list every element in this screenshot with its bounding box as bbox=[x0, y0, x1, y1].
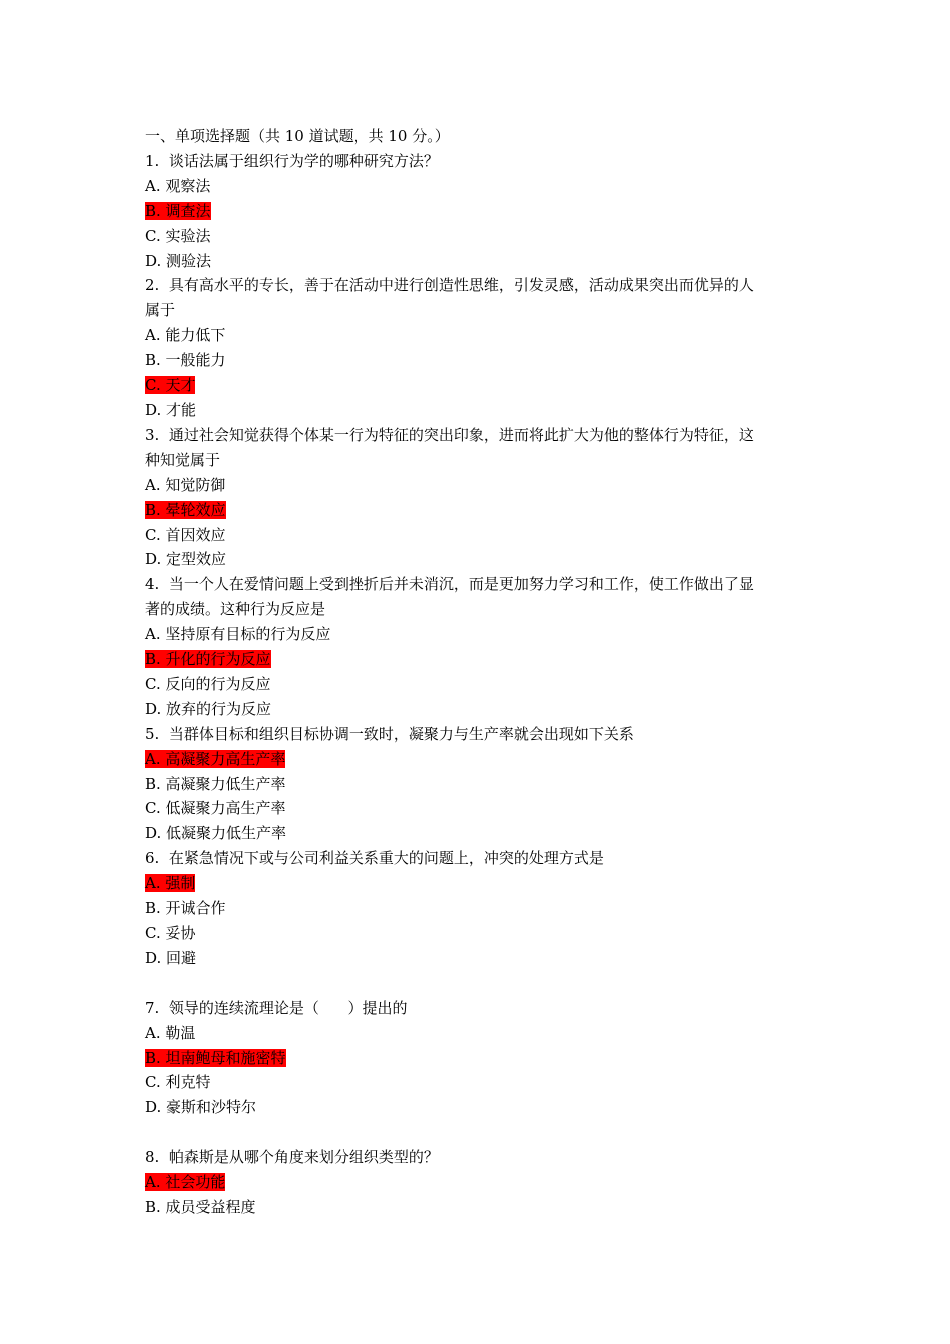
question-4-stem-line2: 著的成绩。这种行为反应是 bbox=[145, 600, 326, 619]
question-7 bbox=[145, 996, 815, 1121]
question-1-stem: 1. 谈话法属于组织行为学的哪种研究方法？ bbox=[145, 151, 439, 170]
option-7b-answer: B. 坦南鲍母和施密特 bbox=[145, 1048, 286, 1067]
option-1c: C. 实验法 bbox=[145, 226, 211, 245]
option-4a: A. 坚持原有目标的行为反应 bbox=[145, 625, 331, 644]
document-page bbox=[145, 124, 815, 1220]
question-8 bbox=[145, 1145, 815, 1220]
option-1d: D. 测验法 bbox=[145, 251, 212, 270]
question-3 bbox=[145, 423, 815, 572]
option-2d: D. 才能 bbox=[145, 400, 197, 419]
question-2-stem-line1: 2. 具有高水平的专长，善于在活动中进行创造性思维，引发灵感，活动成果突出而优异的人 bbox=[145, 276, 754, 295]
option-2a: A. 能力低下 bbox=[145, 326, 226, 345]
option-3d: D. 定型效应 bbox=[145, 550, 227, 569]
section-title: 一、单项选择题（共 10 道试题，共 10 分。） bbox=[145, 127, 450, 145]
question-2 bbox=[145, 273, 815, 422]
option-7c: C. 利克特 bbox=[145, 1073, 211, 1092]
option-7a: A. 勒温 bbox=[145, 1023, 196, 1042]
question-6-stem: 6. 在紧急情况下或与公司利益关系重大的问题上，冲突的处理方式是 bbox=[145, 849, 604, 868]
option-5a-answer: A. 高凝聚力高生产率 bbox=[145, 749, 286, 768]
paragraph-spacer bbox=[145, 1120, 815, 1145]
option-5b: B. 高凝聚力低生产率 bbox=[145, 774, 286, 793]
question-5 bbox=[145, 722, 815, 847]
option-6d: D. 回避 bbox=[145, 948, 197, 967]
option-5d: D. 低凝聚力低生产率 bbox=[145, 824, 287, 843]
question-6 bbox=[145, 846, 815, 971]
option-3a: A. 知觉防御 bbox=[145, 475, 226, 494]
option-6a-answer: A. 强制 bbox=[145, 874, 196, 893]
option-3b-answer: B. 晕轮效应 bbox=[145, 500, 226, 519]
option-5c: C. 低凝聚力高生产率 bbox=[145, 799, 286, 818]
option-4c: C. 反向的行为反应 bbox=[145, 674, 271, 693]
option-2c-answer: C. 天才 bbox=[145, 376, 196, 395]
option-4b-answer: B. 升化的行为反应 bbox=[145, 650, 271, 669]
question-3-stem-line1: 3. 通过社会知觉获得个体某一行为特征的突出印象，进而将此扩大为他的整体行为特征，这 bbox=[145, 425, 754, 444]
option-6c: C. 妥协 bbox=[145, 924, 196, 942]
option-8a-answer: A. 社会功能 bbox=[145, 1173, 226, 1192]
option-1b-answer: B. 调查法 bbox=[145, 201, 211, 220]
option-6b: B. 开诚合作 bbox=[145, 899, 226, 918]
option-8b: B. 成员受益程度 bbox=[145, 1197, 256, 1216]
question-8-stem: 8. 帕森斯是从哪个角度来划分组织类型的？ bbox=[145, 1148, 439, 1167]
question-4-stem-line1: 4. 当一个人在爱情问题上受到挫折后并未消沉，而是更加努力学习和工作，使工作做出了显 bbox=[145, 575, 754, 594]
question-7-stem: 7. 领导的连续流理论是（ ）提出的 bbox=[145, 998, 408, 1017]
question-2-stem-line2: 属于 bbox=[145, 301, 176, 320]
question-5-stem: 5. 当群体目标和组织目标协调一致时，凝聚力与生产率就会出现如下关系 bbox=[145, 724, 634, 743]
option-1a: A. 观察法 bbox=[145, 176, 211, 195]
option-3c: C. 首因效应 bbox=[145, 525, 226, 544]
question-1 bbox=[145, 149, 815, 274]
question-3-stem-line2: 种知觉属于 bbox=[145, 450, 221, 469]
option-2b: B. 一般能力 bbox=[145, 351, 226, 370]
option-7d: D. 豪斯和沙特尔 bbox=[145, 1098, 257, 1117]
paragraph-spacer bbox=[145, 971, 815, 996]
option-4d: D. 放弃的行为反应 bbox=[145, 699, 272, 718]
question-4 bbox=[145, 572, 815, 721]
